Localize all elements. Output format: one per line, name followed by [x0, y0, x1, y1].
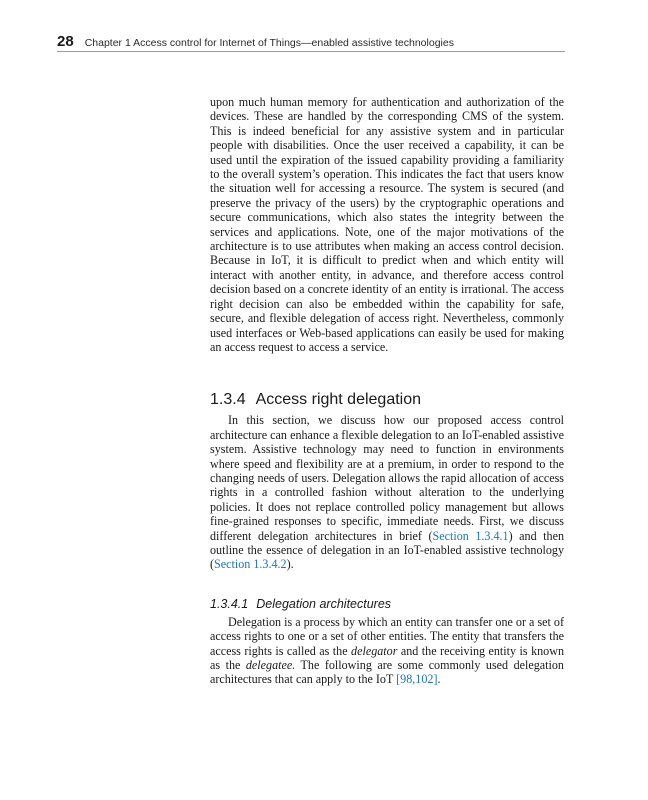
subsection-title: Delegation architectures	[256, 596, 392, 611]
subsection-number: 1.3.4.1	[210, 596, 249, 611]
citation-link[interactable]: [98,102]	[396, 672, 438, 687]
section-link-1-3-4-2[interactable]: Section 1.3.4.2	[214, 557, 287, 572]
text-run: ) and then outline the essence of delegation in an IoT-enabled assistive technology (	[210, 528, 564, 572]
section-heading	[210, 390, 564, 410]
text-run: .	[437, 672, 441, 687]
body-paragraph: upon much human memory for authentication and authorization of the devices. These are handled by the corresponding CMS of the system. This is indeed beneficial for any assistive system and in particular people with disabilities. Once the user received a capability, it can be used until the expiration of the issued capability providing a familiarity to the overall system’s operation. This indicates the fact that users know the situation well for accessing a resource. The system is secured (and preserve the privacy of the users) by the cryptographic operations and secure communications, which also states the integrity between the services and applications. Note, one of the major motivations of the architecture is to use attributes when making an access control decision. Because in IoT, it is difficult to predict when and which entity will interact with another entity, in advance, and therefore access control decision based on a concrete identity of an entity is irrational. The access right decision can also be embedded within the capability for safe, secure, and flexible delegation of access right. Nevertheless, commonly used interfaces or Web-based applications can easily be used for making an access request to access a service.	[210, 95, 564, 354]
running-head	[57, 33, 565, 52]
subsection-paragraph	[210, 615, 564, 687]
term-delegatee: delegatee.	[245, 658, 296, 672]
section-number: 1.3.4	[210, 391, 246, 409]
term-delegator: delegator	[351, 643, 398, 658]
section-title: Access right delegation	[255, 391, 422, 409]
text-run: ).	[286, 557, 294, 572]
text-run: In this section, we discuss how our proposed access control architecture can enhance a flexible delegation to an IoT-enabled assistive system. Assistive technology may need to function in environments where speed and flexibility are at a premium, in order to respond to the changing needs of users. Delegation allows the rapid allocation of access rights in a controlled fashion without alteration to the underlying policies. It does not replace controlled policy management but allows fine-grained responses to specific, immediate needs. First, we discuss different delegation architectures in brief (	[210, 413, 564, 543]
section-link-1-3-4-1[interactable]: Section 1.3.4.1	[432, 528, 509, 543]
text-run: and the receiving entity is known as the	[210, 643, 564, 672]
chapter-title: Chapter 1 Access control for Internet of Things—enabled assistive technologies	[84, 37, 454, 49]
text-run: The following are some commonly used delegation architectures that can apply to the IoT	[210, 658, 564, 687]
page-number: 28	[57, 33, 74, 50]
main-content	[210, 95, 564, 687]
text-run: Delegation is a process by which an entity can transfer one or a set of access rights to one or a set of other entities. The entity that transfers the access rights is called as the	[210, 614, 564, 658]
subsection-heading	[210, 596, 564, 612]
section-paragraph	[210, 413, 564, 571]
